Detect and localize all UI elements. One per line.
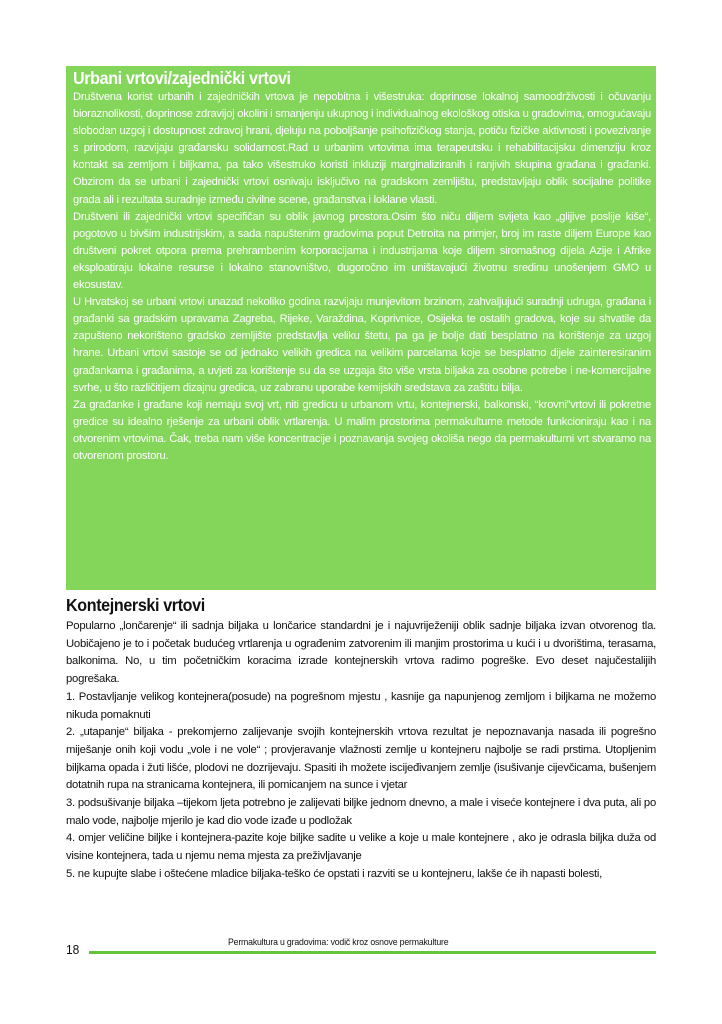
mistake-item-4: 4. omjer veličine biljke i kontejnera-pazite koje biljke sadite u velike a koje u male kontejnere , ako je odrasla biljka duža od visine kontejnera, tada u njemu nema mjesta za preživljavanje bbox=[66, 832, 656, 863]
mistake-item-3: 3. podsušivanje biljaka –tijekom ljeta potrebno je zalijevati biljke jednom dnevno, a male i viseće kontejnere i dva puta, ali po malo vode, najbolje mjerilo je kad dio vode izađe u podložak bbox=[66, 797, 656, 827]
mistake-item-2: 2. „utapanje“ biljaka - prekomjerno zalijevanje svojih kontejnerskih vrtova rezultat je nepoznavanja nasada ili pogrešno miješanje onih koji vodu „vole i ne vole“ ; provjeravanje vlažnosti zemlje u kontejneru najbolje se radi prstima. Utopljenim biljkama opada i žuti lišće, plodovi ne dozrijevaju. Spasiti ih možete iscijeđivanjem zemlje (isušivanje cijevčicama, bušenjem dotatnih rupa na stranicama kontejnera, ili pomicanjem na sunce i vjetar bbox=[66, 726, 656, 792]
footer-title: Permakultura u gradovima: vodič kroz osnove permakulture bbox=[228, 937, 449, 948]
urban-gardens-paragraph-3: U Hrvatskoj se urbani vrtovi unazad nekoliko godina razvijaju munjevitom brzinom, zahvaljujući suradnji udruga, građana i građanki sa gradskim upravama Zagreba, Rijeke, Varaždina, Koprivnice, Osijeka te ostalih gradova, koje su shvatile da zapušteno nekorišteno gradsko zemljište predstavlja veliku štetu, pa ga je bolje dati besplatno na korištenje za uzgoj hrane. Urbani vrtovi sastoje se od jednako velikih gredica na velikim parcelama koje se besplatno dijele zainteresiranim građankama i građanima, a uvjeti za korištenje su da se uzgaja što više vrsta biljaka za osobne potrebe i ne-komercijalne svrhe, u što različitijem dizajnu gredica, uz zabranu uporabe kemijskih sredstava za zaštitu bilja. bbox=[73, 296, 651, 394]
urban-gardens-heading: Urbani vrtovi/zajednički vrtovi bbox=[73, 68, 291, 88]
urban-gardens-paragraph-1: Društvena korist urbanih i zajedničkih vrtova je nepobitna i višestruka: doprinose lokalnoj samoodrživosti i očuvanju bioraznolikosti, doprinose zdravijoj okolini i smanjenju ukupnog i individualnog ekološkog otiska u gradovima, omogućavaju slobodan uzgoj i dostupnost zdravoj hrani, djeluju na poboljšanje psihofizičkog stanja, potiču fizičke aktivnosti i povezivanje s prirodom, razvijaju građansku solidarnost.Rad u urbanim vrtovima ima terapeutsku i rehabilitacijsku dimenziju kroz kontakt sa zemljom i biljkama, pa tako višestruko koristi inkluziji marginaliziranih i ranjivih skupina građana i građanki. Obzirom da se urbani i zajednički vrtovi osnivaju isključivo na gradskom zemljištu, predstavljaju oblik socijalne politike grada ali i rezultata suradnje između civilne scene, građanstva i loklane vlasti. bbox=[73, 91, 651, 206]
footer-divider bbox=[89, 951, 656, 954]
page-number: 18 bbox=[66, 942, 80, 957]
container-gardens-heading: Kontejnerski vrtovi bbox=[66, 595, 205, 615]
urban-gardens-paragraph-2: Društveni ili zajednički vrtovi specifičan su oblik javnog prostora.Osim što niču diljem svijeta kao „glijive poslije kiše“, pogotovo u bivšim industrijskim, a sada napuštenim gradovima poput Detroita na primjer, broj im raste diljem Europe kao društveni pokret otpora prema prehrambenim korporacijama i industrijama koje diljem siromašnog dijela Azije i Afrike eksploatiraju lokalne resurse i lokalno stanovništvo, dugoročno im uništavajući životnu sredinu unošenjem GMO u ekosustav. bbox=[73, 210, 651, 292]
urban-gardens-paragraph-4: Za građanke i građane koji nemaju svoj vrt, niti gredicu u urbanom vrtu, kontejnerski, balkonski, “krovni”vrtovi ili pokretne gredice su idealno rješenje za urbani oblik vrtlarenja. U malim prostorima permakulturne metode funkcioniraju kao i na otvorenim vrtovima. Čak, treba nam više koncentracije i poznavanja svojeg okoliša nego da permakulturni vrt stvaramo na otvorenom prostoru. bbox=[73, 398, 651, 462]
container-gardens-section bbox=[66, 592, 656, 884]
mistake-item-1: 1. Postavljanje velikog kontejnera(posude) na pogrešnom mjestu , kasnije ga napunjenog zemljom i biljkama ne možemo nikuda pomaknuti bbox=[66, 690, 656, 721]
mistake-item-5: 5. ne kupujte slabe i oštećene mladice biljaka-teško će opstati i razviti se u kontejneru, lakše će ih napasti bolesti, bbox=[66, 867, 603, 880]
container-gardens-intro: Popularno „lončarenje“ ili sadnja biljaka u lončarice standardni je i najuvriježeniji oblik sadnje biljaka izvan otvorenog tla. Uobičajeno je to i početak budućeg vrtlarenja u ograđenim zatvorenim ili manjim prostorima u kući i u dvorištima, terasama, balkonima. No, u tim početničkim koracima izrade kontejnerskih vrtova radimo pogreške. Evo deset najučestalijih pogrešaka. bbox=[66, 620, 656, 686]
urban-gardens-box bbox=[66, 66, 656, 590]
